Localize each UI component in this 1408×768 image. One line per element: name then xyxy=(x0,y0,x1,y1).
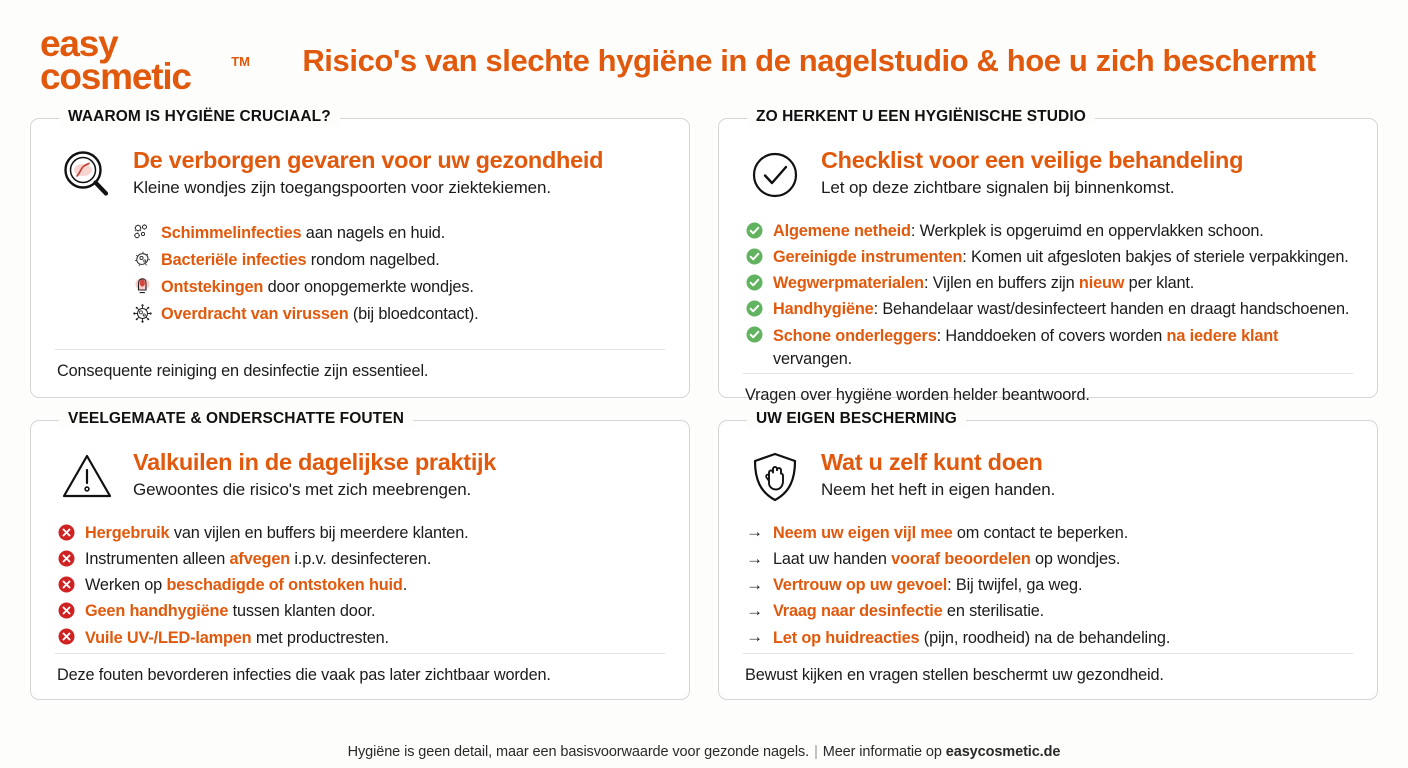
green-check-icon xyxy=(745,324,764,346)
card-legend: UW EIGEN BESCHERMING xyxy=(747,410,966,428)
list-item xyxy=(57,573,665,597)
card-eigen-bescherming xyxy=(718,410,1378,700)
check-circle-icon xyxy=(747,147,803,203)
item-highlight-2: nieuw xyxy=(1078,274,1125,293)
card-header xyxy=(55,447,665,505)
green-check-icon xyxy=(745,245,764,267)
card-subtitle: Gewoontes die risico's met zich meebrengen. xyxy=(133,480,472,500)
page-header xyxy=(0,0,1408,108)
list-item-text xyxy=(85,626,389,650)
item-highlight: Vraag naar desinfectie xyxy=(773,602,943,621)
card-header xyxy=(743,145,1353,203)
footer-more-info: Meer informatie op xyxy=(822,744,942,760)
item-highlight: beschadigde of ontstoken huid xyxy=(166,576,403,595)
list-item-text xyxy=(161,275,474,299)
item-highlight: vooraf beoordelen xyxy=(891,550,1031,569)
item-rest: rondom nagelbed. xyxy=(306,251,440,270)
item-rest: : Handdoeken of covers worden xyxy=(936,326,1167,345)
page-title: Risico's van slechte hygiëne in de nagelstudio & hoe u zich beschermt xyxy=(302,43,1316,78)
list-item xyxy=(745,324,1353,371)
item-rest: : Komen uit afgesloten bakjes of steriele verpakkingen. xyxy=(962,248,1349,267)
inflamed-finger-icon xyxy=(133,275,152,297)
list-item xyxy=(57,626,665,650)
card-header xyxy=(55,145,665,203)
card-veelgemaakte-fouten xyxy=(30,410,690,700)
list-item xyxy=(133,248,665,272)
list-item xyxy=(745,573,1353,597)
item-rest: van vijlen en buffers bij meerdere klanten. xyxy=(169,524,469,542)
item-highlight: Bacteriële infecties xyxy=(161,251,307,270)
arrow-right-icon: → xyxy=(746,574,763,594)
list-item-text xyxy=(773,547,1120,571)
item-rest: aan nagels en huid. xyxy=(301,224,446,242)
item-rest: (bij bloedcontact). xyxy=(348,305,479,324)
list-item-text xyxy=(773,271,1194,295)
logo-line-1: easy xyxy=(40,23,118,65)
red-x-icon xyxy=(57,599,76,621)
list-item xyxy=(745,521,1353,545)
trademark-mark: TM xyxy=(231,54,250,70)
list-item-text xyxy=(85,547,431,571)
item-rest: : Werkplek is opgeruimd en oppervlakken schoon. xyxy=(910,222,1264,240)
arrow-right-icon: → xyxy=(746,626,763,646)
item-highlight: Algemene netheid xyxy=(773,222,911,240)
item-highlight: Neem uw eigen vijl mee xyxy=(773,524,953,542)
list-item-text xyxy=(161,248,440,272)
card-footer: Vragen over hygiëne worden helder beantwoord. xyxy=(743,373,1353,405)
list-item-text xyxy=(773,297,1349,321)
card-title: Wat u zelf kunt doen xyxy=(821,449,1043,475)
item-highlight: Geen handhygiëne xyxy=(85,602,229,621)
mistakes-list xyxy=(55,521,665,652)
item-rest: om contact te beperken. xyxy=(952,524,1129,542)
item-highlight: Vuile UV-/LED-lampen xyxy=(85,628,252,647)
red-x-icon xyxy=(57,521,76,543)
fungus-spores-icon xyxy=(133,221,152,243)
arrow-right-icon: → xyxy=(746,548,763,568)
bacteria-icon xyxy=(133,248,152,270)
red-x-icon xyxy=(57,626,76,648)
list-item xyxy=(745,271,1353,295)
card-title: Valkuilen in de dagelijkse praktijk xyxy=(133,449,497,475)
card-subtitle: Kleine wondjes zijn toegangspoorten voor ziektekiemen. xyxy=(133,178,551,198)
item-highlight: Wegwerpmaterialen xyxy=(773,274,924,293)
item-highlight: Handhygiëne xyxy=(773,300,874,319)
item-rest: (pijn, roodheid) na de behandeling. xyxy=(919,628,1171,647)
card-waarom-hygiene xyxy=(30,108,690,398)
list-item xyxy=(745,547,1353,571)
item-rest: : Behandelaar wast/desinfecteert handen en draagt handschoenen. xyxy=(873,300,1350,319)
footer-separator: | xyxy=(814,744,818,760)
item-highlight: Vertrouw op uw gevoel xyxy=(773,576,948,595)
card-head-text xyxy=(133,145,603,198)
list-item-text xyxy=(85,521,468,545)
item-highlight: Schone onderleggers xyxy=(773,326,937,345)
card-legend: ZO HERKENT U EEN HYGIËNISCHE STUDIO xyxy=(747,108,1095,126)
list-item-text xyxy=(161,221,445,245)
protection-list xyxy=(743,521,1353,652)
cards-grid xyxy=(0,108,1408,700)
list-item-text xyxy=(773,626,1170,650)
checklist xyxy=(743,219,1353,373)
arrow-right-icon: → xyxy=(746,522,763,542)
item-highlight-2: na iedere klant xyxy=(1166,326,1279,345)
list-item-text xyxy=(773,245,1349,269)
item-pre: Werken op xyxy=(85,576,167,595)
virus-icon xyxy=(133,302,152,324)
shield-hand-icon xyxy=(747,449,803,505)
footer-site: easycosmetic.de xyxy=(945,744,1061,760)
card-footer: Consequente reiniging en desinfectie zijn essentieel. xyxy=(55,349,665,381)
list-item xyxy=(57,547,665,571)
card-footer: Bewust kijken en vragen stellen beschermt uw gezondheid. xyxy=(743,653,1353,685)
card-header xyxy=(743,447,1353,505)
item-rest-2: vervangen. xyxy=(773,349,853,368)
list-item-text xyxy=(85,573,407,597)
red-x-icon xyxy=(57,547,76,569)
list-item xyxy=(745,626,1353,650)
list-item xyxy=(57,599,665,623)
page-footer xyxy=(0,744,1408,760)
risk-list xyxy=(55,221,665,330)
magnifier-wound-icon xyxy=(59,147,115,203)
item-rest: tussen klanten door. xyxy=(228,602,376,621)
item-rest: op wondjes. xyxy=(1030,550,1121,569)
card-head-text xyxy=(821,145,1243,198)
list-item xyxy=(745,245,1353,269)
card-hygienische-studio xyxy=(718,108,1378,404)
item-rest: en sterilisatie. xyxy=(942,602,1045,621)
item-rest: : Vijlen en buffers zijn xyxy=(923,274,1079,293)
item-highlight: Let op huidreacties xyxy=(773,628,920,647)
list-item xyxy=(133,221,665,245)
item-pre: Instrumenten alleen xyxy=(85,550,230,569)
green-check-icon xyxy=(745,297,764,319)
item-rest: . xyxy=(402,576,408,595)
card-title: Checklist voor een veilige behandeling xyxy=(821,147,1244,173)
item-rest-2: per klant. xyxy=(1124,274,1195,293)
card-legend: VEELGEMAATE & ONDERSCHATTE FOUTEN xyxy=(59,410,413,428)
red-x-icon xyxy=(57,573,76,595)
card-title: De verborgen gevaren voor uw gezondheid xyxy=(133,147,604,173)
item-highlight: Ontstekingen xyxy=(161,278,264,297)
card-subtitle: Let op deze zichtbare signalen bij binnenkomst. xyxy=(821,178,1175,198)
card-footer: Deze fouten bevorderen infecties die vaak pas later zichtbaar worden. xyxy=(55,653,665,685)
card-head-text xyxy=(821,447,1055,500)
item-rest: met productresten. xyxy=(251,628,389,647)
list-item xyxy=(133,302,665,326)
item-highlight: afvegen xyxy=(229,550,291,569)
item-highlight: Gereinigde instrumenten xyxy=(773,248,963,267)
list-item xyxy=(745,297,1353,321)
list-item-text xyxy=(85,599,375,623)
brand-logo xyxy=(36,23,256,97)
list-item-text xyxy=(773,521,1128,545)
arrow-right-icon: → xyxy=(746,600,763,620)
card-head-text xyxy=(133,447,496,500)
list-item-text xyxy=(773,599,1044,623)
item-highlight: Hergebruik xyxy=(85,524,170,542)
item-pre: Laat uw handen xyxy=(773,550,892,569)
green-check-icon xyxy=(745,219,764,241)
footer-text: Hygiëne is geen detail, maar een basisvoorwaarde voor gezonde nagels. xyxy=(347,744,810,760)
list-item xyxy=(745,219,1353,243)
green-check-icon xyxy=(745,271,764,293)
list-item-text xyxy=(773,219,1264,243)
item-rest: i.p.v. desinfecteren. xyxy=(290,550,432,569)
warning-triangle-icon xyxy=(59,449,115,505)
list-item-text xyxy=(773,573,1082,597)
list-item xyxy=(133,275,665,299)
list-item xyxy=(745,599,1353,623)
list-item xyxy=(57,521,665,545)
item-highlight: Overdracht van virussen xyxy=(161,305,349,324)
list-item-text xyxy=(773,324,1353,371)
card-subtitle: Neem het heft in eigen handen. xyxy=(821,480,1056,500)
item-highlight: Schimmelinfecties xyxy=(161,224,302,242)
logo-line-2: cosmetic xyxy=(40,56,191,97)
item-rest: : Bij twijfel, ga weg. xyxy=(947,576,1083,595)
item-rest: door onopgemerkte wondjes. xyxy=(263,278,474,297)
card-legend: WAAROM IS HYGIËNE CRUCIAAL? xyxy=(59,108,340,126)
list-item-text xyxy=(161,302,479,326)
